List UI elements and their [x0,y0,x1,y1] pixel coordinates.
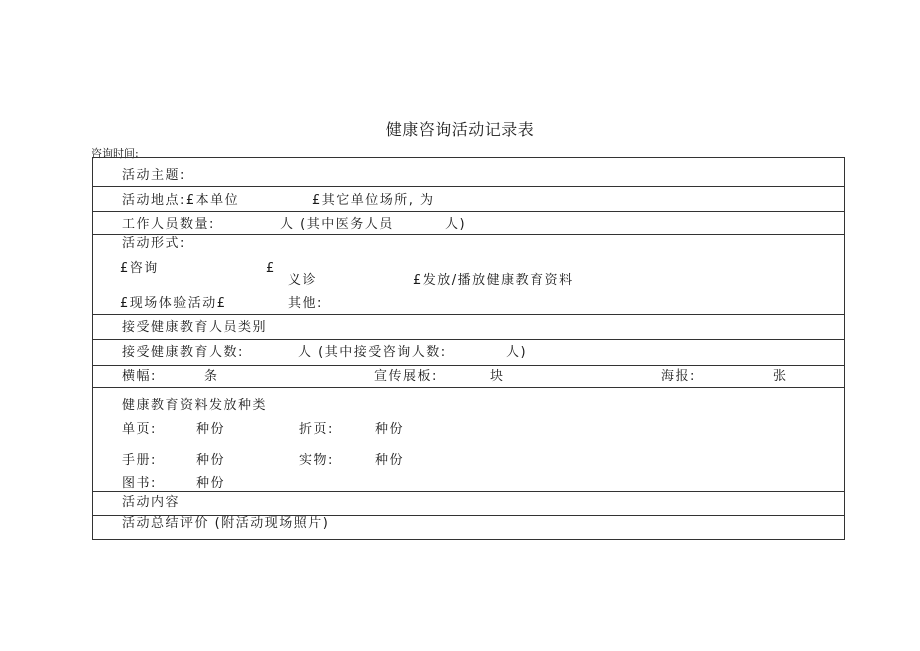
object-unit: 种份 [375,453,405,468]
banner-unit: 条 [204,369,219,384]
object-label: 实物: [299,453,334,468]
booklet-unit: 种份 [196,453,226,468]
poster-label: 海报: [661,369,696,384]
booklet-label: 手册: [122,453,157,468]
format-clinic-option: 义诊 [288,273,318,288]
folded-unit: 种份 [375,422,405,437]
book-unit: 种份 [196,476,226,491]
format-materials-option: £发放/播放健康教育资料 [413,273,574,288]
row-divider [93,314,844,315]
recipient-category-label: 接受健康教育人员类别 [122,320,268,335]
recipient-count-unit: 人 (其中接受咨询人数: [298,345,447,360]
location-label: 活动地点:£本单位 [122,193,240,208]
poster-unit: 张 [773,369,788,384]
summary-label: 活动总结评价 (附活动现场照片) [122,516,330,531]
format-onsite-option: £现场体验活动£ [120,296,227,311]
row-divider [93,339,844,340]
content-label: 活动内容 [122,495,181,510]
board-label: 宣传展板: [374,369,438,384]
board-unit: 块 [490,369,505,384]
row-divider [93,211,844,212]
row-divider [93,387,844,388]
staff-count-label: 工作人员数量: [122,217,215,232]
row-divider [93,365,844,366]
folded-label: 折页: [299,422,334,437]
format-other-label: 其他: [288,296,323,311]
row-divider [93,186,844,187]
book-label: 图书: [122,476,157,491]
staff-count-unit: 人 (其中医务人员 [280,217,394,232]
staff-count-unit-close: 人) [445,217,467,232]
format-clinic-checkbox: £ [266,261,276,276]
topic-label: 活动主题: [122,168,186,183]
single-page-unit: 种份 [196,422,226,437]
format-label: 活动形式: [122,236,186,251]
recipient-count-label: 接受健康教育人数: [122,345,244,360]
record-form-table [92,157,845,540]
consult-time-label: 咨询时间: [91,147,139,160]
recipient-count-unit-close: 人) [506,345,528,360]
location-other-option: £其它单位场所, 为 [312,193,435,208]
materials-heading: 健康教育资料发放种类 [122,398,268,413]
single-page-label: 单页: [122,422,157,437]
document-title: 健康咨询活动记录表 [385,120,535,139]
row-divider [93,234,844,235]
format-consult-option: £咨询 [120,261,159,276]
banner-label: 横幅: [122,369,157,384]
